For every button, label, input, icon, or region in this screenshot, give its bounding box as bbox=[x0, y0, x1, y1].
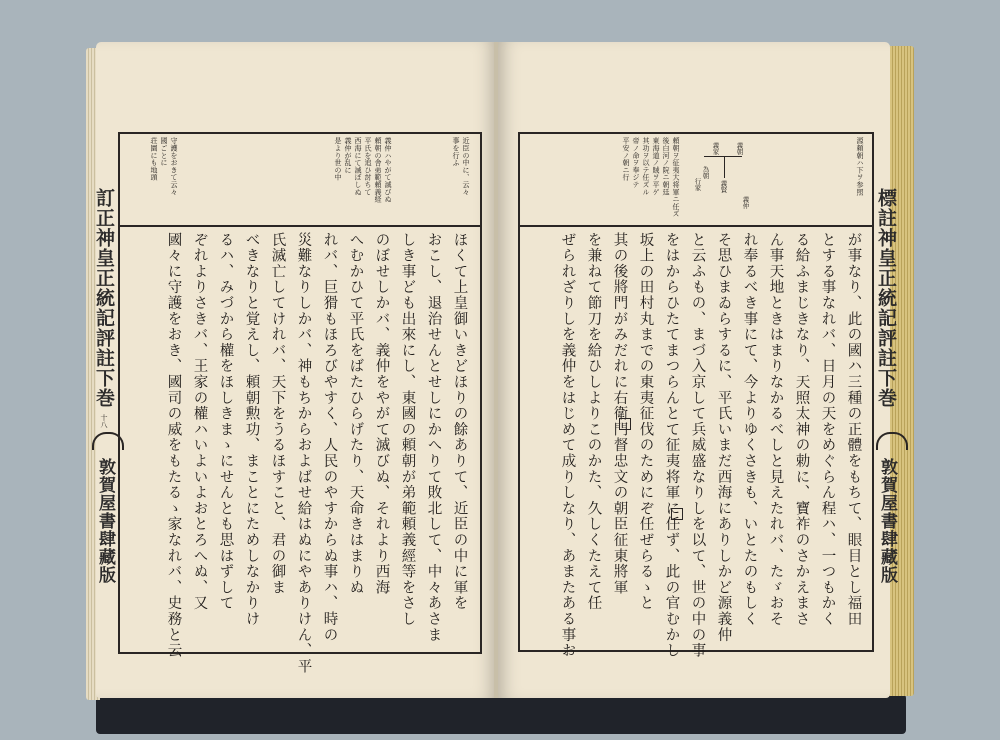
kanji-box-mark bbox=[619, 418, 631, 430]
right-text-column: を兼ねて節刀を給ひしよりこのかた、久しくたえて任 bbox=[585, 232, 602, 612]
left-note: 平氏を追ひ討ちて bbox=[364, 137, 372, 196]
right-note: 其功ヲ以テ任ズル bbox=[642, 137, 650, 196]
left-text-column: るハ、みづから權をほしきまゝにせんとも思はずして bbox=[217, 232, 234, 612]
left-note: 事を行ふ bbox=[452, 137, 460, 167]
left-note: 守護をおきて云々 bbox=[170, 137, 178, 196]
left-note: 義仲ハやがて滅びぬ bbox=[384, 137, 392, 203]
right-text-column: れ奉るべき事にて、今よりゆくさきも、いとたのもしく bbox=[741, 232, 758, 627]
right-text-column: ん事天地ときはまりなかるべしと見えたれバ、たゞおそ bbox=[767, 232, 784, 627]
left-text-column: べきなりと覚えし、頼朝勲功、まことにためしなかりけ bbox=[243, 232, 260, 627]
right-text-column: をはからひたてまつらんとて征夷将軍に任ず、此の官むかし bbox=[663, 232, 680, 659]
left-folio-number: 十八 bbox=[100, 414, 108, 428]
left-headband-title: 訂正神皇正統記評註下巻 bbox=[93, 188, 115, 408]
right-text-column: ぜられざりしを義仲をはじめて成りしなり、あまたある事お bbox=[559, 232, 576, 659]
kanji-box-mark bbox=[671, 508, 683, 520]
right-header-divider bbox=[518, 225, 872, 227]
right-headband-publisher: 敦賀屋書肆藏版 bbox=[877, 458, 897, 584]
family-tree-node: 義家 bbox=[711, 142, 720, 155]
left-text-column: おこし、退治せんとせしにかへりて敗北して、中々あさま bbox=[425, 232, 442, 643]
family-tree-node: 義朝 bbox=[735, 142, 744, 155]
left-text-column: 災難なりしかバ、神もちからおよばせ給はぬにやありけん、平 bbox=[295, 232, 312, 675]
right-note: 頼朝ヲ征夷大将軍ニ任ズ bbox=[672, 137, 680, 218]
family-tree-branch bbox=[724, 156, 725, 178]
family-tree-node: 行家 bbox=[693, 178, 702, 191]
right-note: 源頼朝ハ下ヲ参照 bbox=[856, 137, 864, 196]
left-note: 頼朝の舎弟範頼義経 bbox=[374, 137, 382, 203]
left-note: 西海にて滅ぼしぬ bbox=[354, 137, 362, 196]
left-note: 是より世の中 bbox=[334, 137, 342, 181]
left-text-column: ぞれよりさきバ、王家の權ハいよいよおとろへぬ、又 bbox=[191, 232, 208, 612]
right-text-column: と云ふもの、まづ入京して兵威盛なりしを以て、世の中の事 bbox=[689, 232, 706, 659]
right-text-column: とする事なれバ、日月の天をめぐらん程ハ、一つもかく bbox=[819, 232, 836, 627]
right-text-column: 其の後將門がみだれに右衛門督忠文の朝臣征東將軍 bbox=[611, 232, 628, 596]
right-note: 平安ノ朝ニ行 bbox=[622, 137, 630, 181]
left-fishtail-mark bbox=[92, 432, 124, 450]
right-text-column: そ思ひまゐらするに、平氏いまだ西海にありしかど源義仲 bbox=[715, 232, 732, 643]
left-text-column: しき事ども出來にし、東國の頼朝が弟範頼義經等をさし bbox=[399, 232, 416, 627]
left-note: 荘園にも地頭 bbox=[150, 137, 158, 181]
right-note: 後白河ノ院ニ朝廷 bbox=[662, 137, 670, 196]
right-note: 東海道ノ賊ヲ平ゲ bbox=[652, 137, 660, 196]
right-text-column: 坂上の田村丸までの東夷征伐のためにぞ任ぜらるゝと bbox=[637, 232, 654, 612]
left-text-column: へむかひて平氏をばたひらげたり、天命きはまりぬ bbox=[347, 232, 364, 596]
family-tree-node: 義賢 bbox=[719, 180, 728, 193]
left-text-column: れバ、巨猾もほろびやすく、人民のやすからぬ事ハ、時の bbox=[321, 232, 338, 643]
left-text-column: のぼせしかバ、義仲をやがて滅びぬ、それより西海 bbox=[373, 232, 390, 596]
right-text-column: が事なり、此の國ハ三種の正體をもちて、眼目とし福田 bbox=[845, 232, 862, 627]
left-text-column: 氏滅亡してけれバ、天下をうるほすこと、君の御ま bbox=[269, 232, 286, 596]
left-note: 義仲が乱に bbox=[344, 137, 352, 174]
right-headband-title: 標註神皇正統記評註下巻 bbox=[875, 188, 897, 408]
book-shadow bbox=[96, 694, 906, 734]
left-note: 近臣の中に、云々 bbox=[462, 137, 470, 196]
family-tree-node: 義仲 bbox=[741, 196, 750, 209]
right-fishtail-mark bbox=[876, 432, 908, 450]
family-tree-branch bbox=[704, 156, 742, 157]
family-tree-node: 為朝 bbox=[701, 166, 710, 179]
left-text-column: 國々に守護をおき、國司の威をもたるゝ家なれバ、史務と云 bbox=[165, 232, 182, 659]
left-note: 國ごとに bbox=[160, 137, 168, 167]
left-header-divider bbox=[118, 225, 480, 227]
right-text-column: る給ふまじきなり、天照太神の勅に、寶祚のさかえまさ bbox=[793, 232, 810, 627]
left-headband-publisher: 敦賀屋書肆藏版 bbox=[95, 458, 115, 584]
left-text-column: ほくて上皇御いきどほりの餘ありて、近臣の中に軍を bbox=[451, 232, 468, 612]
right-note: 帝ノ命ヲ奉ジテ bbox=[632, 137, 640, 189]
